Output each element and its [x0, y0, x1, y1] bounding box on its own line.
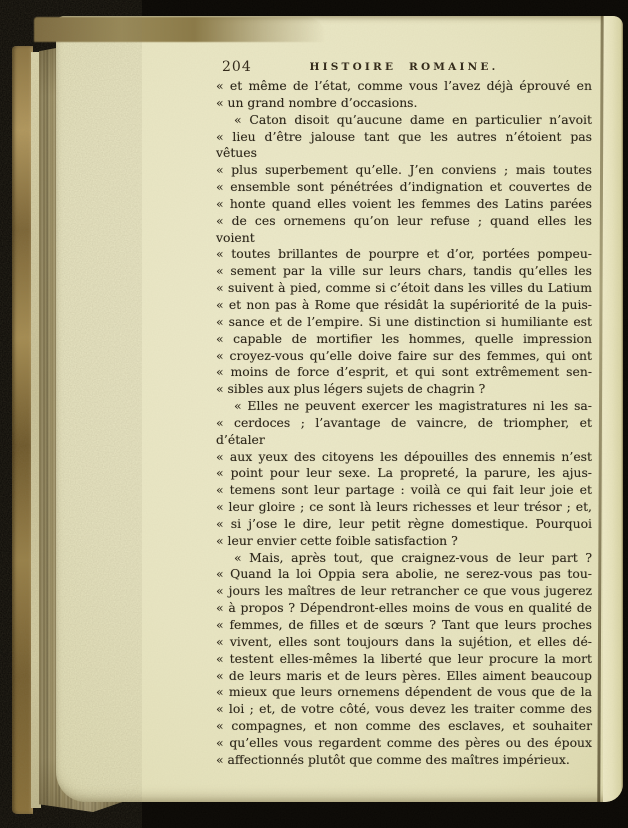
text-line: « cerdoces ; l’avantage de vaincre, de triompher, et d’étaler [216, 414, 592, 447]
text-line: « à propos ? Dépendront-elles moins de vous en qualité de [216, 600, 592, 616]
text-line: « plus superbement qu’elle. J’en conviens ; mais toutes [216, 162, 592, 178]
body-text [216, 78, 592, 769]
text-line: « capable de mortifier les hommes, quelle impression [216, 330, 592, 346]
text-line: « temens sont leur partage : voilà ce qui fait leur joie et [216, 482, 592, 498]
top-page-edges [34, 17, 326, 42]
text-line: « ensemble sont pénétrées d’indignation et couvertes de [216, 179, 592, 195]
text-line: « Quand la loi Oppia sera abolie, ne serez-vous pas tou- [216, 566, 592, 582]
text-line: « Mais, après tout, que craignez-vous de leur part ? [234, 549, 592, 565]
text-line: « Elles ne peuvent exercer les magistratures ni les sa- [234, 398, 592, 414]
text-line: « femmes, de filles et de sœurs ? Tant que leurs proches [216, 617, 592, 632]
text-line: « jours les maîtres de leur retrancher ce que vous jugerez [216, 583, 592, 599]
text-line: « si j’ose le dire, leur petit règne domestique. Pourquoi [216, 515, 592, 531]
text-line: « vivent, elles sont toujours dans la sujétion, et elles dé- [216, 633, 592, 649]
text-line: « et même de l’état, comme vous l’avez déjà éprouvé en [216, 78, 592, 93]
text-line: « lieu d’être jalouse tant que les autres n’étoient pas vêtues [216, 128, 592, 161]
text-line: « un grand nombre d’occasions. [216, 94, 418, 110]
text-line: « compagnes, et non comme des esclaves, et souhaiter [216, 718, 592, 734]
text-line: « honte quand elles voient les femmes des Latins parées [216, 195, 592, 211]
text-line: « point pour leur sexe. La propreté, la parure, les ajus- [216, 465, 592, 481]
text-line: « sement par la ville sur leurs chars, tandis qu’elles les [216, 263, 592, 279]
text-line: « suivent à pied, comme si c’étoit dans les villes du Latium [216, 280, 592, 296]
text-line: « mieux que leurs ornemens dépendent de vous que de la [216, 684, 592, 700]
text-line: « et non pas à Rome que résidât la supériorité de la puis- [216, 296, 592, 312]
text-line: « leur envier cette foible satisfaction ? [216, 532, 458, 548]
book-cover-edge [12, 46, 33, 814]
page-number: 204 [222, 59, 252, 75]
text-line: « de leurs maris et de leurs pères. Elles aiment beaucoup [216, 667, 592, 683]
text-line: « leur gloire ; ce sont là leurs richesses et leur trésor ; et, [216, 499, 592, 515]
text-line: « toutes brillantes de pourpre et d’or, portées pompeu- [216, 246, 592, 262]
text-line: « sibles aux plus légers sujets de chagrin ? [216, 381, 486, 397]
text-line: « loi ; et, de votre côté, vous devez les traiter comme des [216, 701, 592, 717]
text-line: « croyez-vous qu’elle doive faire sur des femmes, qui ont [216, 347, 592, 363]
text-line: « qu’elles vous regardent comme des pères ou des époux [216, 734, 592, 750]
text-line: « affectionnés plutôt que comme des maîtres impérieux. [216, 751, 570, 767]
text-line: « moins de force d’esprit, et qui sont extrêmement sen- [216, 364, 592, 380]
text-line: « Caton disoit qu’aucune dame en particulier n’avoit [234, 111, 592, 127]
book-page [56, 16, 623, 802]
text-line: « sance et de l’empire. Si une distinction si humiliante est [216, 313, 592, 329]
text-line: « de ces ornemens qu’on leur refuse ; quand elles les voient [216, 212, 592, 245]
next-page-sliver [603, 16, 623, 802]
text-line: « aux yeux des citoyens les dépouilles des ennemis n’est [216, 448, 592, 464]
text-line: « testent elles-mêmes la liberté que leur procure la mort [216, 650, 592, 666]
page-header [56, 59, 623, 79]
running-title: HISTOIRE ROMAINE. [309, 61, 499, 73]
